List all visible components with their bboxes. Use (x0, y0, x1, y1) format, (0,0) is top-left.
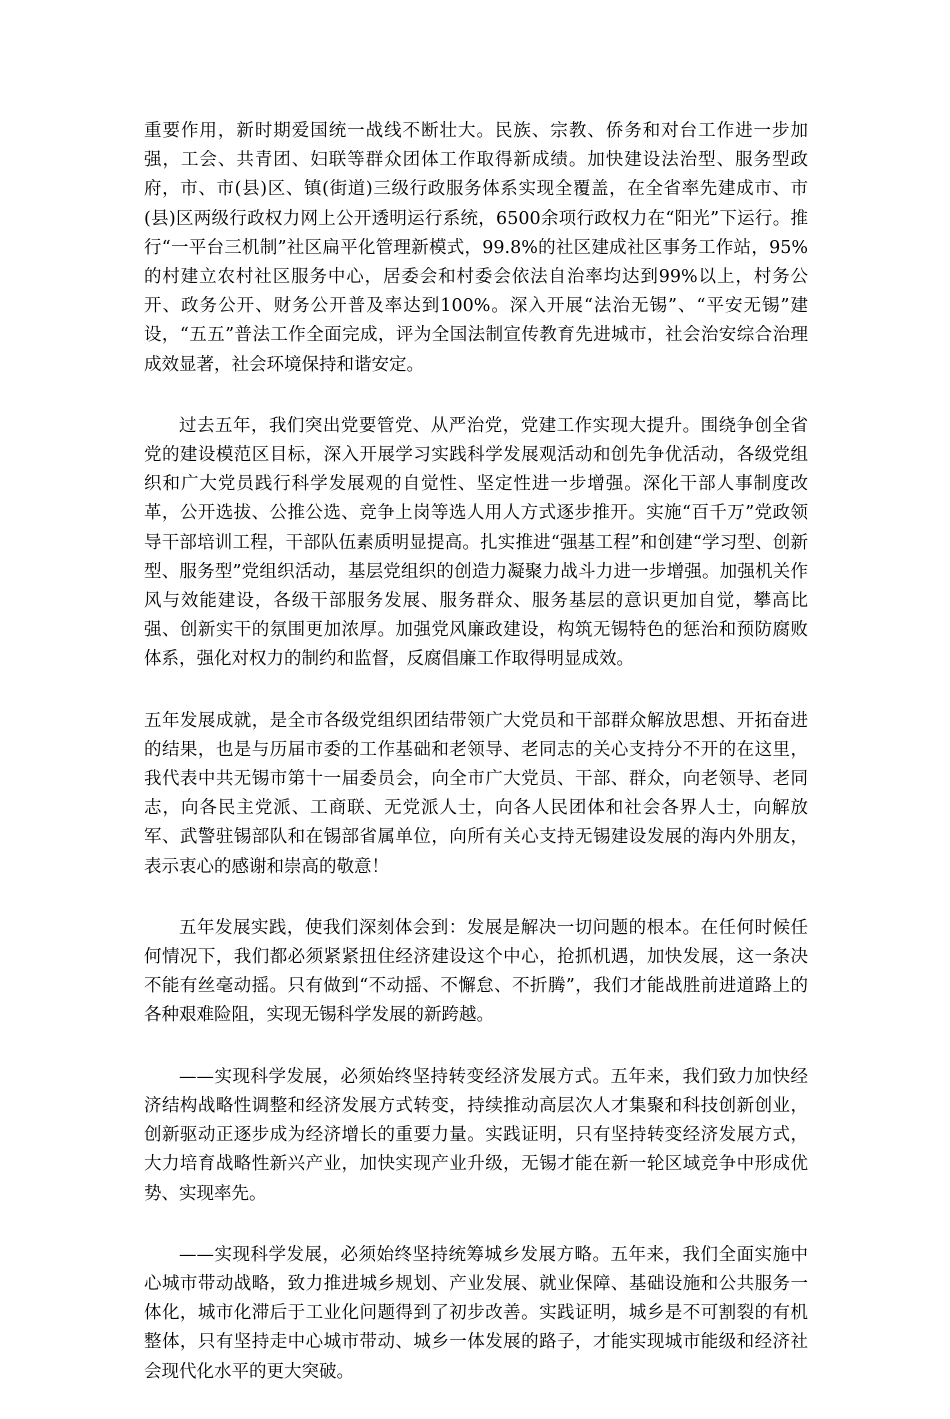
paragraph-6: ——实现科学发展，必须始终坚持统筹城乡发展方略。五年来，我们全面实施中心城市带动战略，致力推进城乡规划、产业发展、就业保障、基础设施和公共服务一体化，城市化滞后于工业化问题得到了初步改善。实践证明，城乡是不可割裂的有机整体，只有坚持走中心城市带动、城乡一体发展的路子，才能实现城市能级和经济社会现代化水平的更大突破。 (144, 1244, 808, 1382)
paragraph-3: 五年发展成就，是全市各级党组织团结带领广大党员和干部群众解放思想、开拓奋进的结果，也是与历届市委的工作基础和老领导、老同志的关心支持分不开的在这里，我代表中共无锡市第十一届委员会，向全市广大党员、干部、群众，向老领导、老同志，向各民主党派、工商联、无党派人士，向各人民团体和社会各界人士，向解放军、武警驻锡部队和在锡部省属单位，向所有关心支持无锡建设发展的海内外朋友，表示衷心的感谢和崇高的敬意！ (144, 710, 808, 877)
paragraph-2: 过去五年，我们突出党要管党、从严治党，党建工作实现大提升。围绕争创全省党的建设模范区目标，深入开展学习实践科学发展观活动和创先争优活动，各级党组织和广大党员践行科学发展观的自觉性、坚定性进一步增强。深化干部人事制度改革，公开选拔、公推公选、竞争上岗等选人用人方式逐步推开。实施“百千万”党政领导干部培训工程，干部队伍素质明显提高。扎实推进“强基工程”和创建“学习型、创新型、服务型”党组织活动，基层党组织的创造力凝聚力战斗力进一步增强。加强机关作风与效能建设，各级干部服务发展、服务群众、服务基层的意识更加自觉，攀高比强、创新实干的氛围更加浓厚。加强党风廉政建设，构筑无锡特色的惩治和预防腐败体系，强化对权力的制约和监督，反腐倡廉工作取得明显成效。 (144, 415, 808, 670)
document-body (144, 117, 808, 1419)
paragraph-5: ——实现科学发展，必须始终坚持转变经济发展方式。五年来，我们致力加快经济结构战略性调整和经济发展方式转变，持续推动高层次人才集聚和科技创新创业，创新驱动正逐步成为经济增长的重要力量。实践证明，只有坚持转变经济发展方式，大力培育战略性新兴产业，加快实现产业升级，无锡才能在新一轮区域竞争中形成优势、实现率先。 (144, 1066, 808, 1204)
paragraph-1: 重要作用，新时期爱国统一战线不断壮大。民族、宗教、侨务和对台工作进一步加强，工会、共青团、妇联等群众团体工作取得新成绩。加快建设法治型、服务型政府，市、市(县)区、镇(街道)三级行政服务体系实现全覆盖，在全省率先建成市、市(县)区两级行政权力网上公开透明运行系统，6500余项行政权力在“阳光”下运行。推行“一平台三机制”社区扁平化管理新模式，99.8%的社区建成社区事务工作站，95%的村建立农村社区服务中心，居委会和村委会依法自治率均达到99%以上，村务公开、政务公开、财务公开普及率达到100%。深入开展“法治无锡”、“平安无锡”建设，“五五”普法工作全面完成，评为全国法制宣传教育先进城市，社会治安综合治理成效显著，社会环境保持和谐安定。 (144, 121, 808, 375)
paragraph-4: 五年发展实践，使我们深刻体会到：发展是解决一切问题的根本。在任何时候任何情况下，我们都必须紧紧扭住经济建设这个中心，抢抓机遇，加快发展，这一条决不能有丝毫动摇。只有做到“不动摇、不懈怠、不折腾”，我们才能战胜前进道路上的各种艰难险阻，实现无锡科学发展的新跨越。 (144, 917, 808, 1026)
